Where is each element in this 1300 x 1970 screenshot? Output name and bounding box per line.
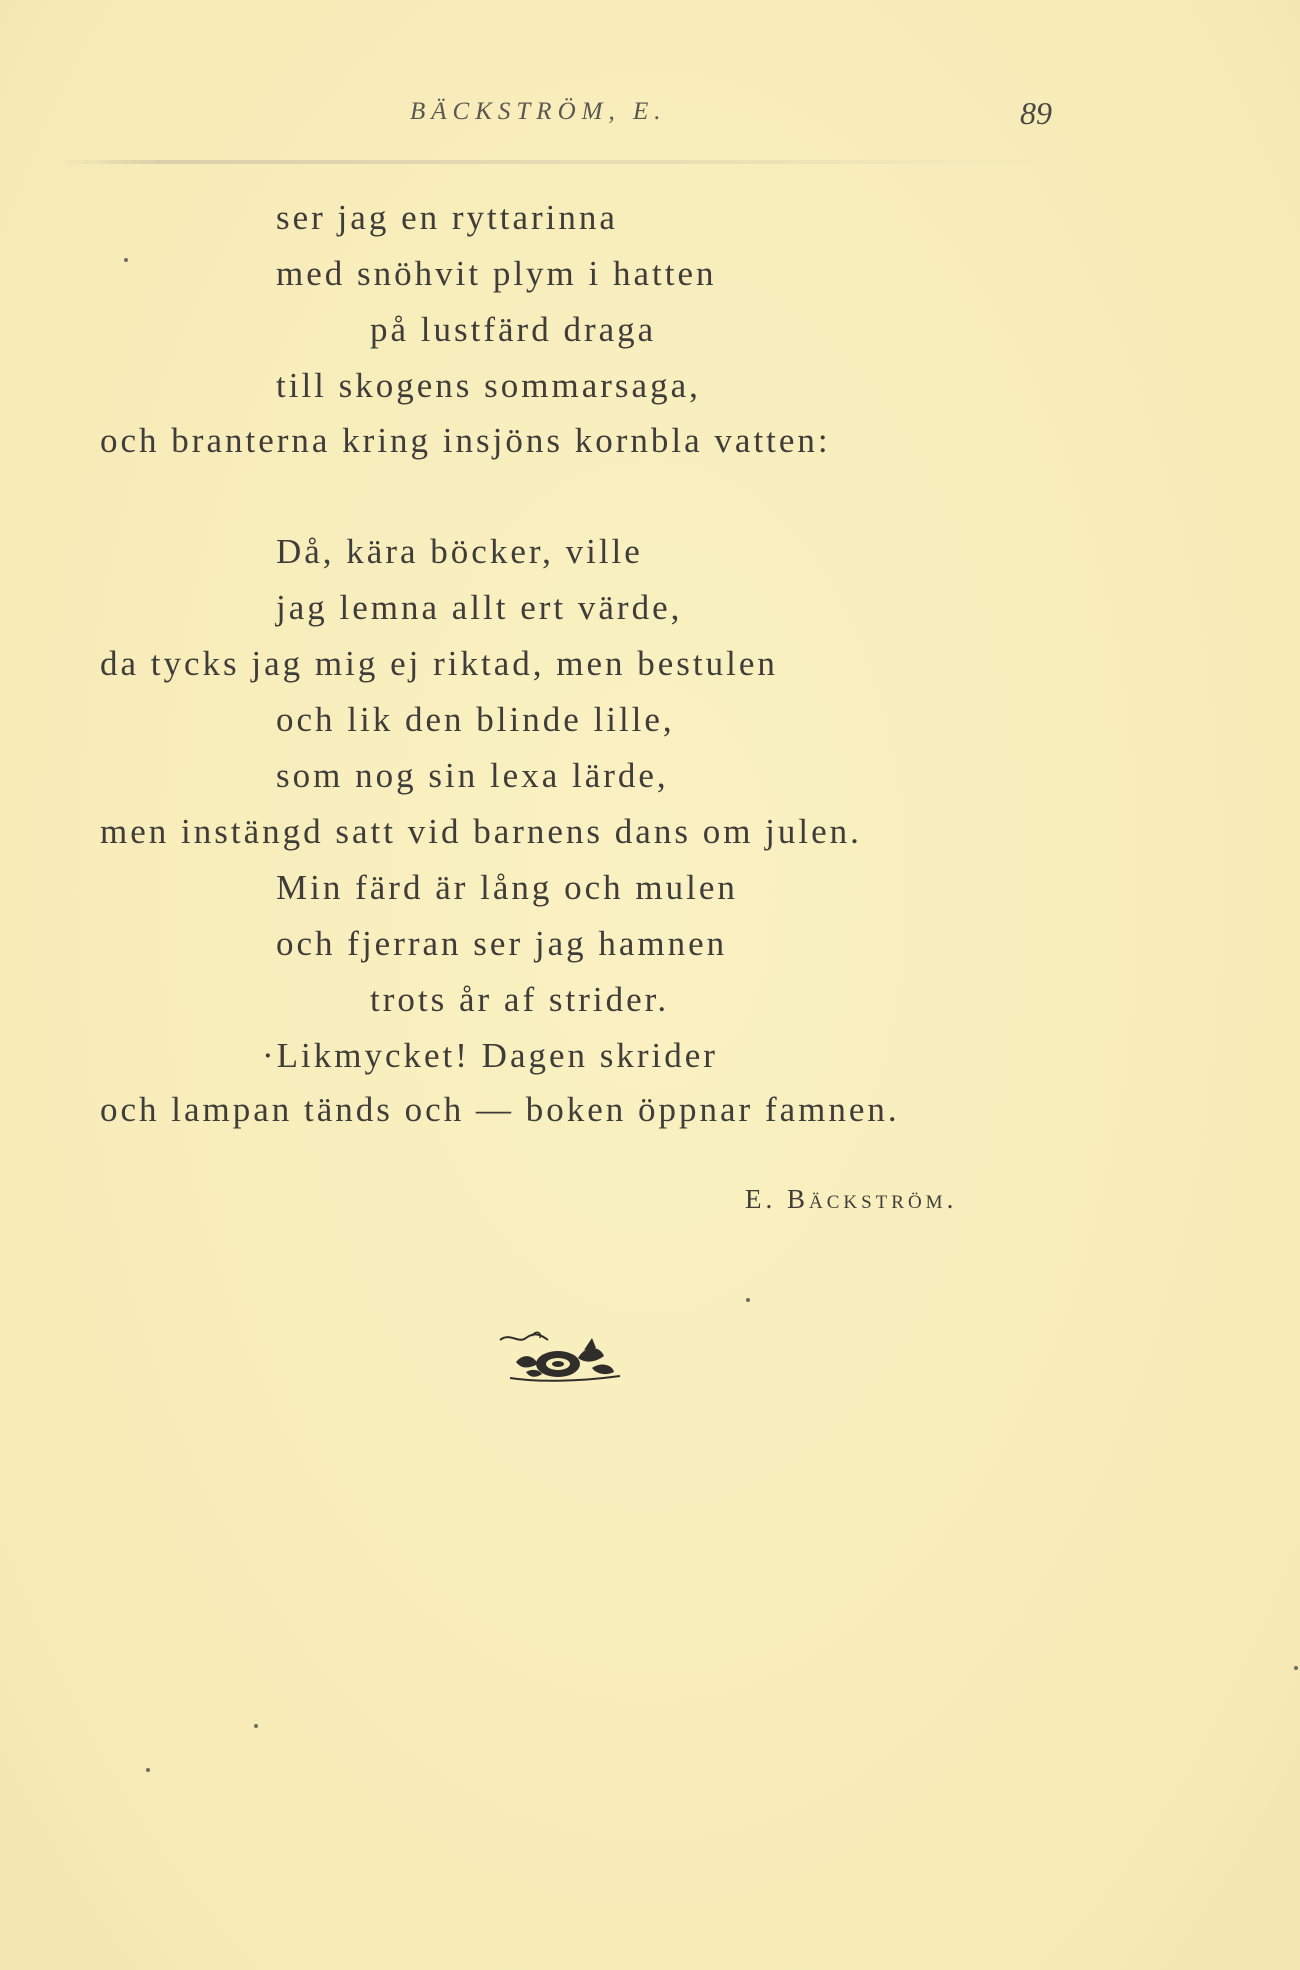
print-speck bbox=[254, 1724, 258, 1728]
print-speck bbox=[1294, 1666, 1298, 1670]
poem-line: till skogens sommarsaga, bbox=[276, 366, 701, 405]
page-number: 89 bbox=[1020, 95, 1052, 131]
poem-line: som nog sin lexa lärde, bbox=[276, 756, 669, 795]
poem-line: da tycks jag mig ej riktad, men bestulen bbox=[100, 644, 778, 683]
poem-line: och lampan tänds och — boken öppnar famnen. bbox=[100, 1090, 900, 1129]
poem-line: på lustfärd draga bbox=[370, 310, 657, 349]
header-rule bbox=[60, 160, 1060, 164]
poem-line: och branterna kring insjöns kornbla vatten: bbox=[100, 421, 831, 460]
poem-line: jag lemna allt ert värde, bbox=[276, 588, 683, 627]
poem-line: ·Likmycket! Dagen skrider bbox=[262, 1036, 718, 1075]
poem-line: Min färd är lång och mulen bbox=[276, 868, 738, 907]
floral-tailpiece-icon bbox=[496, 1328, 626, 1390]
poem-line: och fjerran ser jag hamnen bbox=[276, 924, 728, 963]
poem-line: och lik den blinde lille, bbox=[276, 700, 675, 739]
author-signature: E. Bäckström. bbox=[745, 1184, 958, 1214]
poem-line: men instängd satt vid barnens dans om julen. bbox=[100, 812, 862, 851]
running-head: BÄCKSTRÖM, E. bbox=[410, 98, 667, 125]
poem-line: Då, kära böcker, ville bbox=[276, 532, 643, 571]
print-speck bbox=[146, 1768, 150, 1772]
poem-line: trots år af strider. bbox=[370, 980, 670, 1019]
poem-line: med snöhvit plym i hatten bbox=[276, 254, 717, 293]
print-speck bbox=[746, 1298, 750, 1302]
poem-line: ser jag en ryttarinna bbox=[276, 198, 618, 237]
print-speck bbox=[124, 258, 128, 262]
